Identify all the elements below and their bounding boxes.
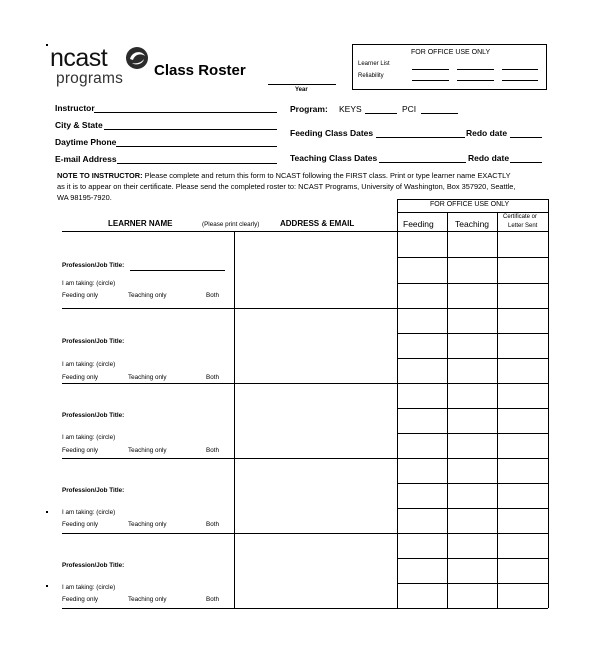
- pci-label: PCI: [402, 104, 417, 114]
- row-2-taking-label: I am taking: (circle): [62, 361, 116, 368]
- col-address-email: ADDRESS & EMAIL: [280, 219, 355, 228]
- col-print-clearly: (Please print clearly): [202, 221, 260, 228]
- col-letter-sent: Letter Sent: [508, 223, 538, 229]
- year-label: Year: [295, 87, 308, 93]
- col-certificate: Certificate or: [503, 214, 538, 220]
- redo-date-2-label: Redo date: [468, 153, 510, 163]
- row-5-option-feeding[interactable]: Feeding only: [62, 596, 99, 603]
- scan-mark: [46, 585, 48, 587]
- col-learner-name: LEARNER NAME: [108, 219, 173, 228]
- row-1-profession-label: Profession/Job Title:: [62, 262, 125, 269]
- feeding-dates-label: Feeding Class Dates: [290, 128, 374, 138]
- row-2-option-feeding[interactable]: Feeding only: [62, 374, 99, 381]
- scan-mark: [46, 511, 48, 513]
- row-2-option-teaching[interactable]: Teaching only: [128, 374, 167, 381]
- row-1-profession-field[interactable]: [130, 270, 225, 271]
- office-use-heading: FOR OFFICE USE ONLY: [411, 49, 491, 56]
- note-line-3: WA 98195-7920.: [57, 193, 112, 202]
- row-1-option-teaching[interactable]: Teaching only: [128, 292, 167, 299]
- note-line-1: Please complete and return this form to NCAST following the FIRST class. Print or type learner name EXACTLY: [142, 171, 511, 180]
- row-5-option-teaching[interactable]: Teaching only: [128, 596, 167, 603]
- row-2-profession-label: Profession/Job Title:: [62, 338, 125, 345]
- note-prefix: NOTE TO INSTRUCTOR:: [57, 171, 143, 180]
- teaching-dates-label: Teaching Class Dates: [290, 153, 378, 163]
- row-4-profession-label: Profession/Job Title:: [62, 487, 125, 494]
- row-4-taking-label: I am taking: (circle): [62, 509, 116, 516]
- row-1-option-feeding[interactable]: Feeding only: [62, 292, 99, 299]
- row-3-profession-label: Profession/Job Title:: [62, 412, 125, 419]
- row-1-taking-label: I am taking: (circle): [62, 280, 116, 287]
- row-3-taking-label: I am taking: (circle): [62, 434, 116, 441]
- table-office-use-header: FOR OFFICE USE ONLY: [430, 201, 510, 208]
- learner-list-label: Learner List: [358, 61, 390, 67]
- col-feeding: Feeding: [403, 219, 434, 229]
- keys-label: KEYS: [339, 104, 362, 114]
- row-4-option-feeding[interactable]: Feeding only: [62, 521, 99, 528]
- row-4-option-teaching[interactable]: Teaching only: [128, 521, 167, 528]
- col-teaching: Teaching: [455, 219, 490, 229]
- scan-mark: [46, 44, 48, 46]
- program-label: Program:: [290, 104, 328, 114]
- row-1-option-both[interactable]: Both: [206, 292, 219, 299]
- email-address-label: E-mail Address: [55, 154, 117, 164]
- note-line-2: as it is to appear on their certificate. Please send the completed roster to: NCAST Programs, University of Washington, Box 357920, Seattle,: [57, 182, 516, 191]
- city-state-label: City & State: [55, 120, 103, 130]
- row-2-option-both[interactable]: Both: [206, 374, 219, 381]
- row-3-option-both[interactable]: Both: [206, 447, 219, 454]
- row-5-profession-label: Profession/Job Title:: [62, 562, 125, 569]
- redo-date-1-label: Redo date: [466, 128, 508, 138]
- row-3-option-feeding[interactable]: Feeding only: [62, 447, 99, 454]
- row-4-option-both[interactable]: Both: [206, 521, 219, 528]
- row-5-taking-label: I am taking: (circle): [62, 584, 116, 591]
- logo-subtitle: programs: [56, 70, 124, 87]
- logo-wordmark: ncast: [50, 44, 108, 72]
- daytime-phone-label: Daytime Phone: [55, 137, 117, 147]
- reliability-label: Reliability: [358, 73, 384, 79]
- row-3-option-teaching[interactable]: Teaching only: [128, 447, 167, 454]
- page-title: Class Roster: [154, 62, 246, 79]
- row-5-option-both[interactable]: Both: [206, 596, 219, 603]
- instructor-label: Instructor: [55, 103, 95, 113]
